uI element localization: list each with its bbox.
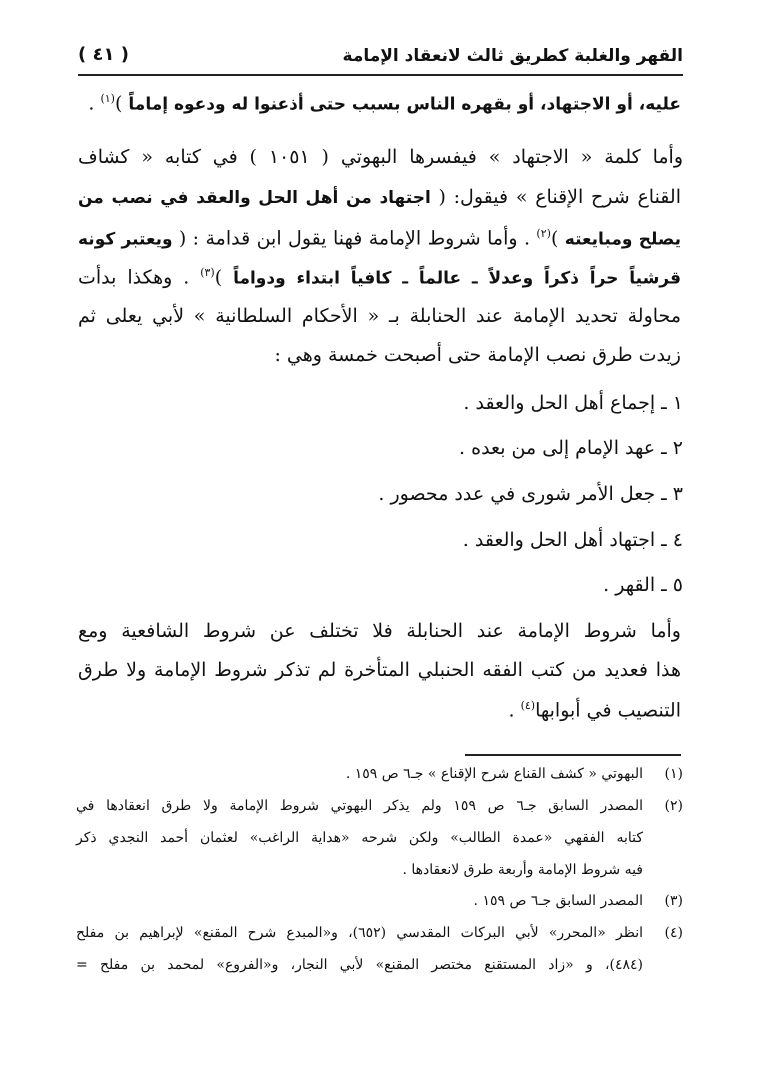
footnote-text: انظر «المحرر» لأبي البركات المقدسي (٦٥٢)، و«المبدع شرح المقنع» لإبراهيم بن مفلح xyxy=(76,925,643,941)
footnote-continuation: كتابه الفقهي «عمدة الطالب» ولكن شرحه «هداية الراغب» لعثمان أحمد النجدي ذكر xyxy=(76,830,643,846)
bold-text: ويعتبر كونه xyxy=(78,229,179,250)
footnote-number: (٤) xyxy=(664,925,683,941)
bold-text: عليه، أو الاجتهاد، أو بقهره الناس بسبب حتى أذعنوا له ودعوه إماماً xyxy=(128,94,681,115)
paragraph-2-line-4 xyxy=(78,267,681,287)
footnote-number: (١) xyxy=(664,766,683,782)
plain-text: . وأما شروط الإمامة فهنا يقول ابن قدامة : ( xyxy=(178,227,537,250)
bold-text: اجتهاد من أهل الحل والعقد في نصب من xyxy=(78,188,439,208)
bold-text: قرشياً حراً ذكراً وعدلاً ـ عالماً ـ كافياً ابتداء ودواماً xyxy=(233,268,681,289)
footnote-ref: (٣) xyxy=(200,266,215,279)
paragraph-1-line xyxy=(88,93,681,113)
list-item: ٣ ـ جعل الأمر شورى في عدد محصور . xyxy=(378,483,683,505)
paragraph-3-line-2: هذا فعديد من كتب الفقه الحنبلي المتأخرة لم تذكر شروط الإمامة ولا طرق xyxy=(78,659,681,681)
list-item: ١ ـ إجماع أهل الحل والعقد . xyxy=(463,392,683,414)
paragraph-3-line-3 xyxy=(508,700,681,720)
footnote-ref: (١) xyxy=(100,92,115,105)
plain-text: . وهكذا بدأت xyxy=(78,266,201,289)
period: . xyxy=(88,92,101,115)
footnote-text: المصدر السابق جـ٦ ص ١٥٩ ولم يذكر البهوتي شروط الإمامة ولا طرق انعقادها في xyxy=(76,798,643,814)
paragraph-2-line-1: وأما كلمة « الاجتهاد » فيفسرها البهوتي ( ١٠٥١ ) في كتابه « كشاف xyxy=(78,146,683,168)
list-item: ٢ ـ عهد الإمام إلى من بعده . xyxy=(459,437,683,459)
list-item: ٤ ـ اجتهاد أهل الحل والعقد . xyxy=(462,529,683,551)
period: . xyxy=(508,699,521,722)
footnote-continuation: فيه شروط الإمامة وأربعة طرق لانعقادها . xyxy=(402,862,643,878)
close-paren: ) xyxy=(214,266,234,289)
page-header xyxy=(78,40,683,80)
list-item: ٥ ـ القهر . xyxy=(603,574,683,596)
running-title: القهر والغلبة كطريق ثالث لانعقاد الإمامة xyxy=(342,46,683,66)
footnote-separator xyxy=(465,754,681,756)
header-rule xyxy=(78,74,683,76)
paragraph-2-line-3 xyxy=(78,228,681,248)
footnote-text: البهوتي « كشف القناع شرح الإقناع » جـ٦ ص ١٥٩ . xyxy=(345,766,643,782)
footnote-number: (٣) xyxy=(664,893,683,909)
paragraph-2-line-6: زيدت طرق نصب الإمامة حتى أصبحت خمسة وهي : xyxy=(274,344,681,366)
footnote-ref: (٤) xyxy=(520,699,536,712)
footnote-number: (٢) xyxy=(664,798,683,814)
close-paren: ) xyxy=(114,92,129,115)
plain-text: القناع شرح الإقناع » فيقول: ( xyxy=(438,186,681,208)
page-number: ( ٤١ ) xyxy=(78,44,129,65)
plain-text: التنصيب في أبوابها xyxy=(535,699,681,722)
footnote-text: المصدر السابق جـ٦ ص ١٥٩ . xyxy=(473,893,643,909)
footnote-ref: (٢) xyxy=(536,227,551,240)
paragraph-2-line-2 xyxy=(78,188,681,207)
paragraph-3-line-1: وأما شروط الإمامة عند الحنابلة فلا تختلف عن شروط الشافعية ومع xyxy=(78,620,681,642)
paragraph-2-line-5: محاولة تحديد الإمامة عند الحنابلة بـ « الأحكام السلطانية » لأبي يعلى ثم xyxy=(78,305,681,327)
close-paren: ) xyxy=(550,227,565,250)
bold-text: يصلح ومبايعته xyxy=(564,229,682,250)
footnote-continuation: (٤٨٤)، و «زاد المستقنع مختصر المقنع» لأبي النجار، و«الفروع» لمحمد بن مفلح = xyxy=(76,957,643,973)
